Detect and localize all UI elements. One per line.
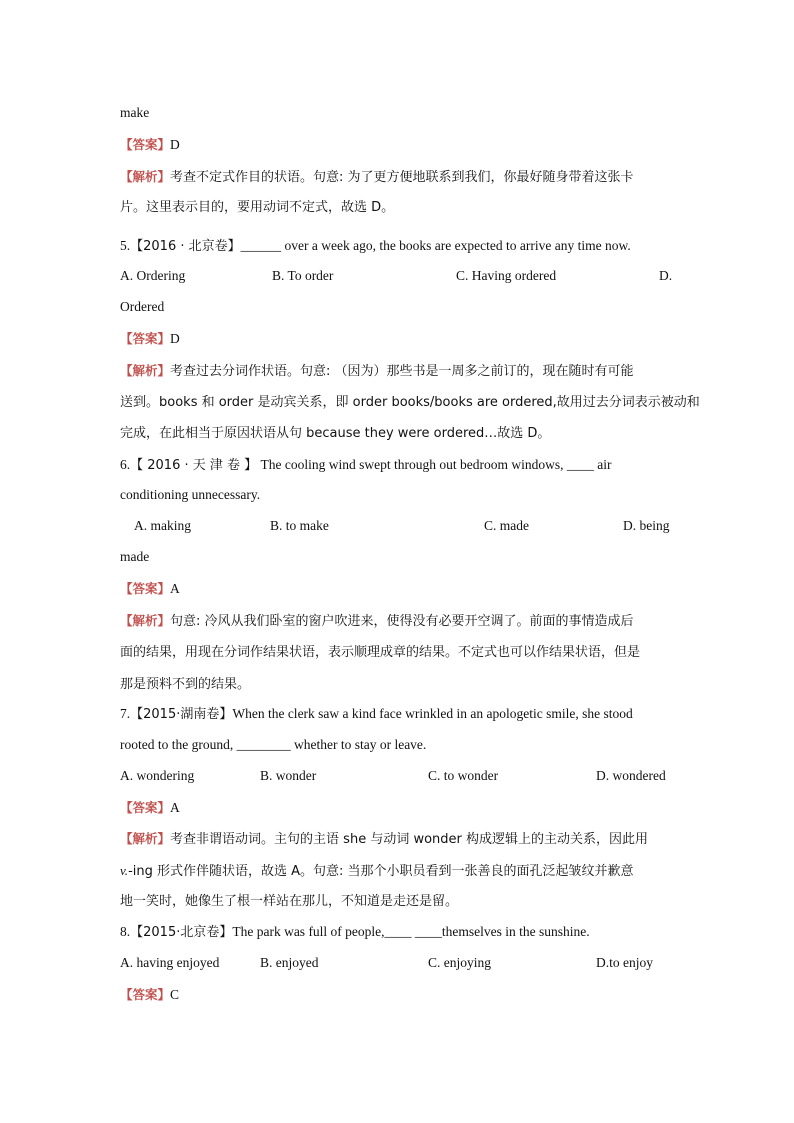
answer-line: 【答案】C xyxy=(120,987,180,1002)
option-c: C. made xyxy=(484,518,529,533)
analysis-line: 送到。books 和 order 是动宾关系，即 order books/books are ordered,故用过去分词表示被动和 xyxy=(120,395,700,410)
option-d-wrap: Ordered xyxy=(120,299,165,314)
option-c: C. to wonder xyxy=(428,768,499,783)
analysis-line: v.-ing 形式作伴随状语，故选 A。句意: 当那个小职员看到一张善良的面孔泛起皱纹并歉意 xyxy=(120,863,634,879)
answer-value: A xyxy=(170,581,180,596)
answer-value: D xyxy=(170,137,180,152)
option-d: D.to enjoy xyxy=(596,955,653,970)
question-8-stem: 8.【2015·北京卷】The park was full of people,____ ____themselves in the sunshine. xyxy=(120,924,590,940)
analysis-line: 【解析】句意: 冷风从我们卧室的窗户吹进来，使得没有必要开空调了。前面的事情造成后 xyxy=(120,613,634,629)
analysis-line: 【解析】考查过去分词作状语。句意: （因为）那些书是一周多之前订的，现在随时有可能 xyxy=(120,363,634,379)
analysis-line: 面的结果，用现在分词作结果状语，表示顺理成章的结果。不定式也可以作结果状语，但是 xyxy=(120,645,641,660)
option-d: D. being xyxy=(623,518,670,533)
option-a: A. having enjoyed xyxy=(120,955,220,970)
answer-line: 【答案】A xyxy=(120,800,180,815)
analysis-line: 【解析】考查非谓语动词。主句的主语 she 与动词 wonder 构成逻辑上的主动关系，因此用 xyxy=(120,831,649,847)
option-c: C. enjoying xyxy=(428,955,491,970)
analysis-line: 片。这里表示目的，要用动词不定式，故选 D。 xyxy=(120,200,395,215)
answer-line: 【答案】A xyxy=(120,581,180,596)
option-b: B. wonder xyxy=(260,768,317,783)
analysis-tag: 【解析】 xyxy=(120,169,171,184)
analysis-line: 那是预料不到的结果。 xyxy=(120,677,251,692)
question-6-stem-cont: conditioning unnecessary. xyxy=(120,487,261,502)
option-c: C. Having ordered xyxy=(456,268,557,283)
answer-line: 【答案】D xyxy=(120,331,180,346)
carry-over-text: make xyxy=(120,105,150,120)
answer-tag: 【答案】 xyxy=(120,137,171,152)
option-b: B. enjoyed xyxy=(260,955,319,970)
analysis-line: 地一笑时，她像生了根一样站在那儿，不知道是走还是留。 xyxy=(120,894,459,909)
option-b: B. To order xyxy=(272,268,334,283)
option-d: D. xyxy=(659,268,673,283)
answer-line xyxy=(120,135,674,155)
question-7-stem-cont: rooted to the ground, ________ whether to stay or leave. xyxy=(120,737,427,752)
question-7-stem: 7.【2015·湖南卷】When the clerk saw a kind face wrinkled in an apologetic smile, she stood xyxy=(120,706,633,722)
answer-value: A xyxy=(170,800,180,815)
answer-value: D xyxy=(170,331,180,346)
option-a: A. Ordering xyxy=(120,268,186,283)
option-d-wrap: made xyxy=(120,549,150,564)
analysis-line: 完成，在此相当于原因状语从句 because they were ordered…故选 D。 xyxy=(120,426,551,441)
question-6-stem: 6.【 2016 · 天 津 卷 】 The cooling wind swept through out bedroom windows, ____ air xyxy=(120,457,612,473)
question-5-stem: 5.【2016 · 北京卷】______ over a week ago, the books are expected to arrive any time now. xyxy=(120,238,631,254)
option-a: A. making xyxy=(134,518,191,533)
option-a: A. wondering xyxy=(120,768,195,783)
analysis-line: 【解析】考查不定式作目的状语。句意: 为了更方便地联系到我们，你最好随身带着这张卡 xyxy=(120,169,634,185)
answer-value: C xyxy=(170,987,180,1002)
option-b: B. to make xyxy=(270,518,329,533)
option-d: D. wondered xyxy=(596,768,666,783)
